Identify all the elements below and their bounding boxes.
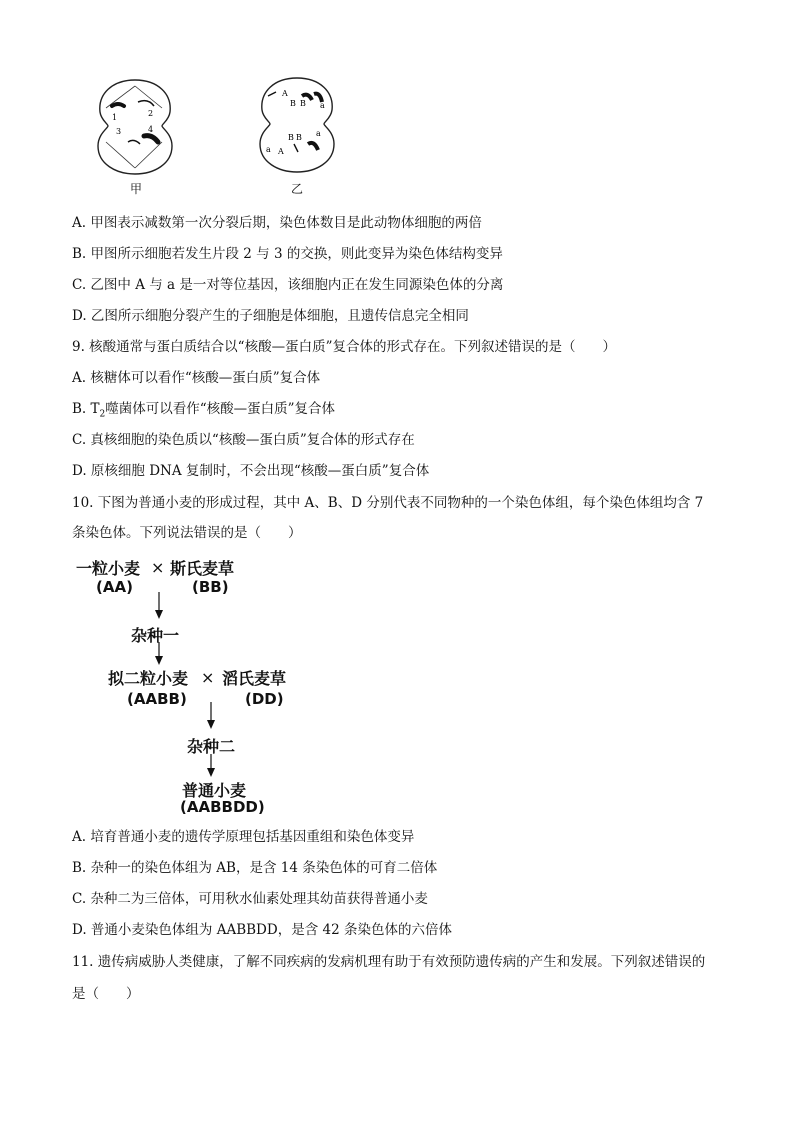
cell-yi-label-A2: A bbox=[278, 147, 284, 156]
flow-arrow-3 bbox=[204, 702, 218, 730]
cell-yi-label-B2: B bbox=[300, 99, 306, 108]
cell-yi-caption: 乙 bbox=[291, 182, 304, 196]
q10-option-a: A. 培育普通小麦的遗传学原理包括基因重组和染色体变异 bbox=[72, 829, 415, 845]
flow-arrow-1 bbox=[152, 592, 166, 620]
cell-yi-label-a1: a bbox=[320, 101, 325, 110]
cell-jia-label-1: 1 bbox=[112, 113, 118, 122]
q8-option-b: B. 甲图所示细胞若发生片段 2 与 3 的交换，则此变异为染色体结构变异 bbox=[72, 246, 503, 262]
cell-yi-label-a2: a bbox=[316, 129, 321, 138]
q9-option-b-sub: 2 bbox=[99, 409, 106, 420]
flow-hybrid-1: 杂种一 bbox=[131, 626, 180, 645]
flow-parent-taoshi-maicao: 滔氏麦草 bbox=[222, 669, 287, 688]
q10-stem-line2: 条染色体。下列说法错误的是（ ） bbox=[72, 525, 302, 541]
cell-yi-label-B1: B bbox=[290, 99, 296, 108]
flow-parent-sishi-maicao: 斯氏麦草 bbox=[170, 559, 235, 578]
flow-arrow-4 bbox=[204, 754, 218, 778]
cell-jia-caption: 甲 bbox=[130, 182, 143, 196]
flow-genotype-aabb: (AABB) bbox=[127, 690, 187, 708]
q10-stem-line1: 10. 下图为普通小麦的形成过程，其中 A、B、D 分别代表不同物种的一个染色体组，每个染色体组均含 7 bbox=[72, 495, 704, 511]
flow-hybrid-2: 杂种二 bbox=[187, 737, 236, 756]
q9-option-d: D. 原核细胞 DNA 复制时，不会出现“核酸—蛋白质”复合体 bbox=[72, 463, 430, 479]
q10-option-c: C. 杂种二为三倍体，可用秋水仙素处理其幼苗获得普通小麦 bbox=[72, 891, 428, 907]
q9-option-a: A. 核糖体可以看作“核酸—蛋白质”复合体 bbox=[72, 370, 321, 386]
q9-option-b-prefix: B. T bbox=[72, 401, 100, 417]
cell-jia-label-4: 4 bbox=[148, 125, 154, 134]
cell-diagram-yi bbox=[254, 74, 340, 174]
q8-option-a: A. 甲图表示减数第一次分裂后期，染色体数目是此动物体细胞的两倍 bbox=[72, 215, 482, 231]
cell-jia-label-3: 3 bbox=[116, 127, 122, 136]
cell-yi-label-a3: a bbox=[266, 145, 271, 154]
cell-yi-label-B3: B bbox=[288, 133, 294, 142]
cell-diagram-jia bbox=[92, 76, 178, 176]
flow-genotype-dd: (DD) bbox=[245, 690, 284, 708]
q9-option-c: C. 真核细胞的染色质以“核酸—蛋白质”复合体的形式存在 bbox=[72, 432, 415, 448]
flow-cross-1: × bbox=[151, 558, 165, 577]
q8-option-d: D. 乙图所示细胞分裂产生的子细胞是体细胞，且遗传信息完全相同 bbox=[72, 308, 469, 324]
q10-option-d: D. 普通小麦染色体组为 AABBDD，是含 42 条染色体的六倍体 bbox=[72, 922, 452, 938]
cell-yi-label-A1: A bbox=[282, 89, 288, 98]
flow-genotype-aabbdd: (AABBDD) bbox=[180, 798, 265, 816]
q10-option-b: B. 杂种一的染色体组为 AB，是含 14 条染色体的可育二倍体 bbox=[72, 860, 438, 876]
q11-stem-line2: 是（ ） bbox=[72, 986, 140, 1002]
flow-cross-2: × bbox=[201, 668, 215, 687]
q11-stem-line1: 11. 遗传病威胁人类健康，了解不同疾病的发病机理有助于有效预防遗传病的产生和发展。下列叙述错误的 bbox=[72, 954, 706, 970]
flow-parent-yili-xiaomai: 一粒小麦 bbox=[76, 559, 141, 578]
flow-genotype-bb: (BB) bbox=[192, 578, 229, 596]
flow-genotype-aa: (AA) bbox=[96, 578, 133, 596]
q9-option-b bbox=[72, 400, 335, 424]
flow-arrow-2 bbox=[152, 642, 166, 666]
flow-product-putong-xiaomai: 普通小麦 bbox=[182, 781, 247, 800]
q9-stem: 9. 核酸通常与蛋白质结合以“核酸—蛋白质”复合体的形式存在。下列叙述错误的是（ ） bbox=[72, 339, 616, 355]
flow-parent-ni-erli-xiaomai: 拟二粒小麦 bbox=[108, 669, 189, 688]
cell-yi-label-B4: B bbox=[296, 133, 302, 142]
q9-option-b-rest: 噬菌体可以看作“核酸—蛋白质”复合体 bbox=[105, 401, 336, 417]
cell-jia-label-2: 2 bbox=[148, 109, 154, 118]
q8-option-c: C. 乙图中 A 与 a 是一对等位基因，该细胞内正在发生同源染色体的分离 bbox=[72, 277, 504, 293]
